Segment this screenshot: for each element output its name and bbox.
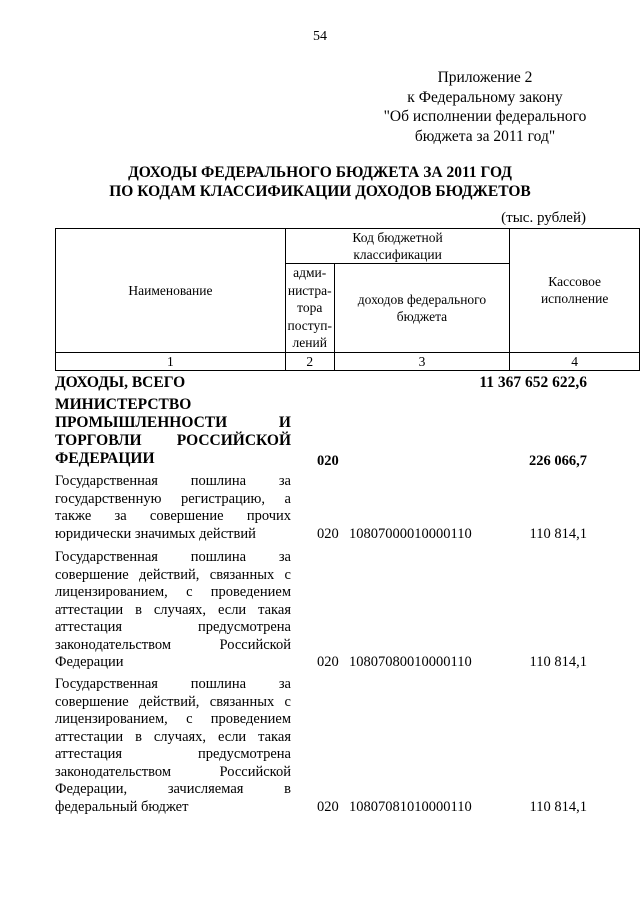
appendix-line-4: бюджета за 2011 год"	[414, 127, 556, 145]
row-revenue-code: 10807000010000110	[349, 526, 472, 542]
column-number-4: 4	[510, 352, 640, 370]
row-name: Государственная пошлина за совершение действий, связанных с лицензированием, с проведением аттестации в случаях, если такая аттестация предусмотрена законодательством Российской Федерации	[55, 549, 291, 670]
row-amount: 110 814,1	[529, 526, 587, 542]
page-number: 54	[313, 29, 327, 44]
column-number-3: 3	[334, 352, 510, 370]
column-number-1: 1	[56, 352, 286, 370]
appendix-line-3: "Об исполнении федерального	[383, 108, 587, 125]
total-row	[55, 374, 587, 392]
header-budget-code: Код бюджетной классификации	[285, 229, 510, 264]
table-row	[55, 396, 587, 470]
row-admin-code: 020	[317, 526, 339, 542]
title-line-1: ДОХОДЫ ФЕДЕРАЛЬНОГО БЮДЖЕТА ЗА 2011 ГОД	[128, 164, 512, 181]
document-title	[0, 163, 640, 201]
row-revenue-code: 10807080010000110	[349, 654, 472, 670]
appendix-note	[360, 68, 610, 146]
table-row	[55, 549, 587, 671]
units-label: (тыс. рублей)	[501, 210, 586, 226]
column-number-2: 2	[285, 352, 334, 370]
total-amount: 11 367 652 622,6	[479, 374, 587, 391]
appendix-line-2: к Федеральному закону	[407, 88, 563, 106]
table-row	[55, 676, 587, 816]
row-revenue-code: 10807081010000110	[349, 799, 472, 815]
row-name: Государственная пошлина за государственную регистрацию, а также за совершение прочих юридически значимых действий	[55, 473, 291, 542]
table-row	[55, 473, 587, 543]
row-amount: 110 814,1	[529, 654, 587, 670]
row-amount: 226 066,7	[529, 453, 587, 469]
appendix-line-1: Приложение 2	[437, 69, 533, 86]
row-name: МИНИСТЕРСТВО ПРОМЫШЛЕННОСТИ И ТОРГОВЛИ РОССИЙСКОЙ ФЕДЕРАЦИИ	[55, 396, 291, 467]
row-amount: 110 814,1	[529, 799, 587, 815]
header-cash-execution: Кассовое исполнение	[510, 229, 640, 353]
row-admin-code: 020	[317, 453, 339, 469]
title-line-2: ПО КОДАМ КЛАССИФИКАЦИИ ДОХОДОВ БЮДЖЕТОВ	[109, 183, 531, 200]
header-revenue-code: доходов федерального бюджета	[334, 264, 510, 353]
total-label: ДОХОДЫ, ВСЕГО	[55, 374, 186, 391]
row-admin-code: 020	[317, 654, 339, 670]
header-name: Наименование	[56, 229, 286, 353]
table-header	[55, 228, 640, 371]
row-name: Государственная пошлина за совершение действий, связанных с лицензированием, с проведением аттестации в случаях, если такая аттестация предусмотрена законодательством Российской Федерации, зачисляемая в федеральный бюджет	[55, 676, 291, 815]
row-admin-code: 020	[317, 799, 339, 815]
header-administrator: адми- нистра- тора поступ- лений	[285, 264, 334, 353]
